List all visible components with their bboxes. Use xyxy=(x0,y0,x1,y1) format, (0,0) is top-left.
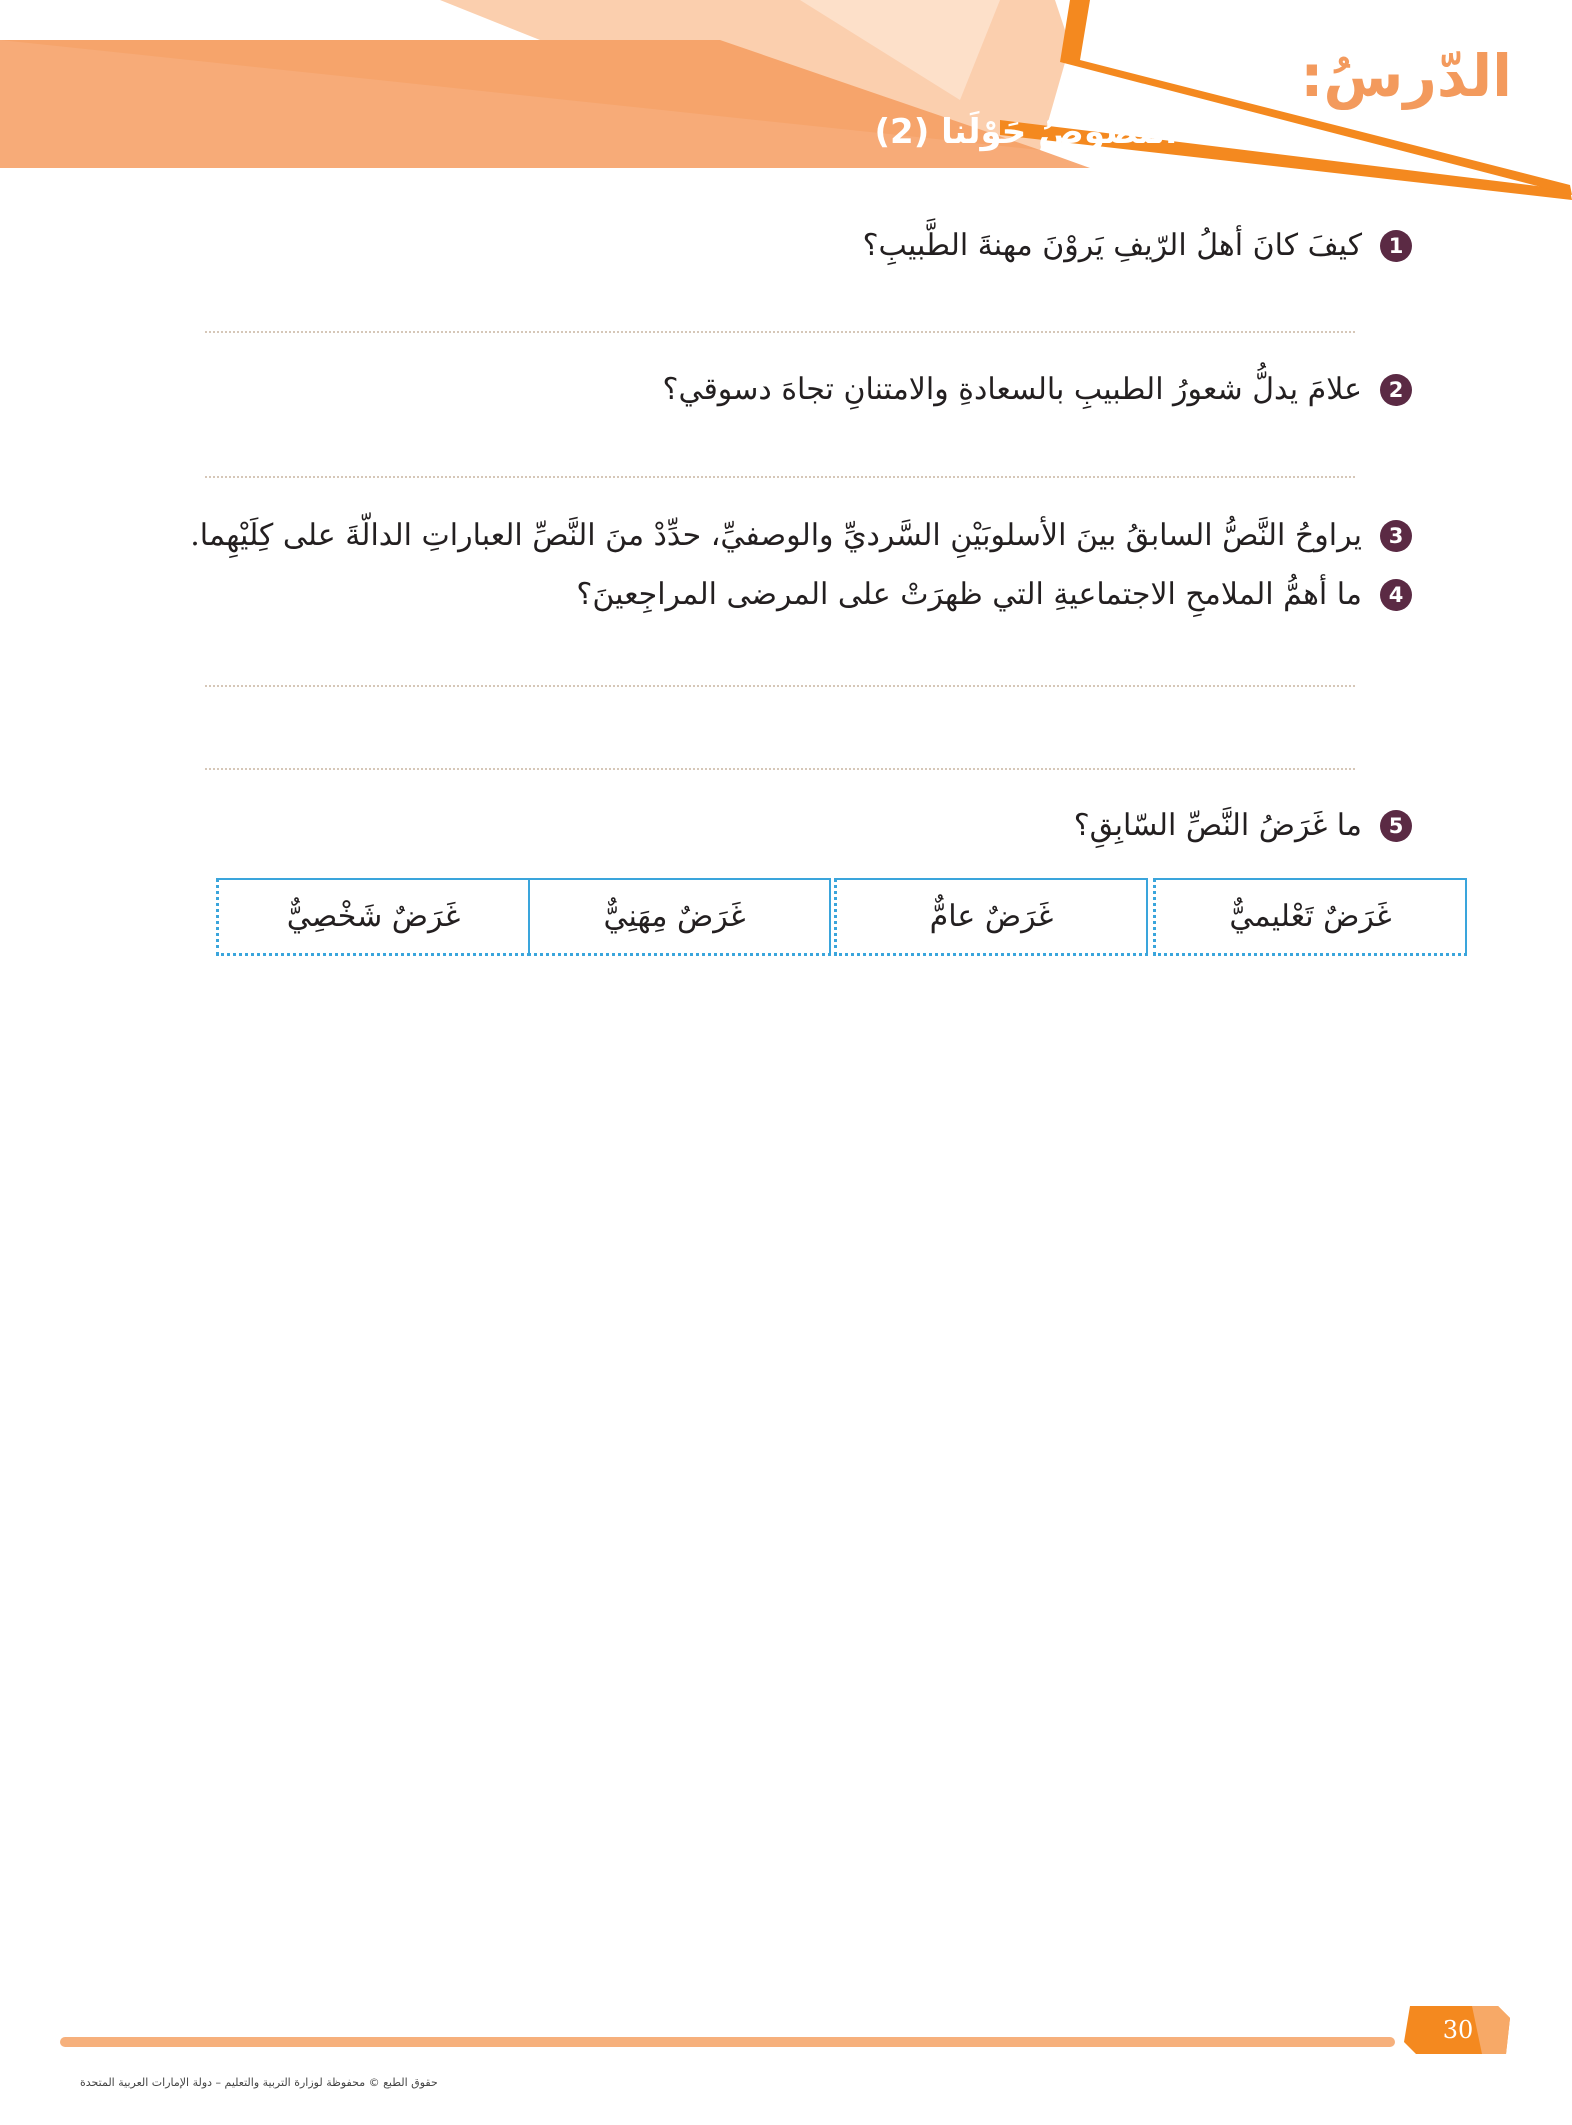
question-4 xyxy=(576,577,1412,612)
answer-line-4[interactable] xyxy=(205,768,1355,770)
header-banner xyxy=(0,0,1572,230)
question-5 xyxy=(1074,808,1412,843)
question-number-4: 4 xyxy=(1380,579,1412,611)
footer-bar xyxy=(60,2037,1395,2047)
question-text-3: يراوحُ النَّصُّ السابقُ بينَ الأسلوبَيْنِ السَّرديِّ والوصفيِّ، حدِّدْ منَ النَّصِّ العباراتِ الدالّةَ على كِلَيْهِما. xyxy=(190,518,1362,553)
question-number-5: 5 xyxy=(1380,810,1412,842)
option-professional[interactable]: غَرَضٌ مِهَنِيٌّ xyxy=(517,878,831,956)
answer-line-3[interactable] xyxy=(205,685,1355,687)
question-3 xyxy=(190,518,1412,553)
answer-line-2[interactable] xyxy=(205,476,1355,478)
question-number-1: 1 xyxy=(1380,230,1412,262)
answer-line-1[interactable] xyxy=(205,331,1355,333)
question-text-4: ما أهمُّ الملامحِ الاجتماعيةِ التي ظهرَتْ على المرضى المراجِعينَ؟ xyxy=(576,577,1362,612)
question-text-2: علامَ يدلُّ شعورُ الطبيبِ بالسعادةِ والامتنانِ تجاهَ دسوقي؟ xyxy=(662,372,1362,407)
question-text-1: كيفَ كانَ أهلُ الرّيفِ يَروْنَ مهنةَ الطَّبيبِ؟ xyxy=(862,228,1362,263)
option-personal[interactable]: غَرَضٌ شَخْصِيٌّ xyxy=(216,878,530,956)
option-general[interactable]: غَرَضٌ عامٌّ xyxy=(834,878,1148,956)
option-educational[interactable]: غَرَضٌ تَعْليميٌّ xyxy=(1153,878,1467,956)
question-number-3: 3 xyxy=(1380,520,1412,552)
question-number-2: 2 xyxy=(1380,374,1412,406)
copyright-notice: حقوق الطبع © محفوظة لوزارة التربية والتعليم – دولة الإمارات العربية المتحدة xyxy=(80,2076,438,2089)
lesson-title: النُّصوصُ حَوْلَنا (2) xyxy=(874,112,1177,152)
question-text-5: ما غَرَضُ النَّصِّ السّابِقِ؟ xyxy=(1073,808,1362,843)
question-1 xyxy=(863,228,1412,263)
lesson-label: الدّرسُ: xyxy=(1300,42,1512,110)
page-number: 30 xyxy=(1442,2016,1474,2044)
question-2 xyxy=(663,372,1412,407)
